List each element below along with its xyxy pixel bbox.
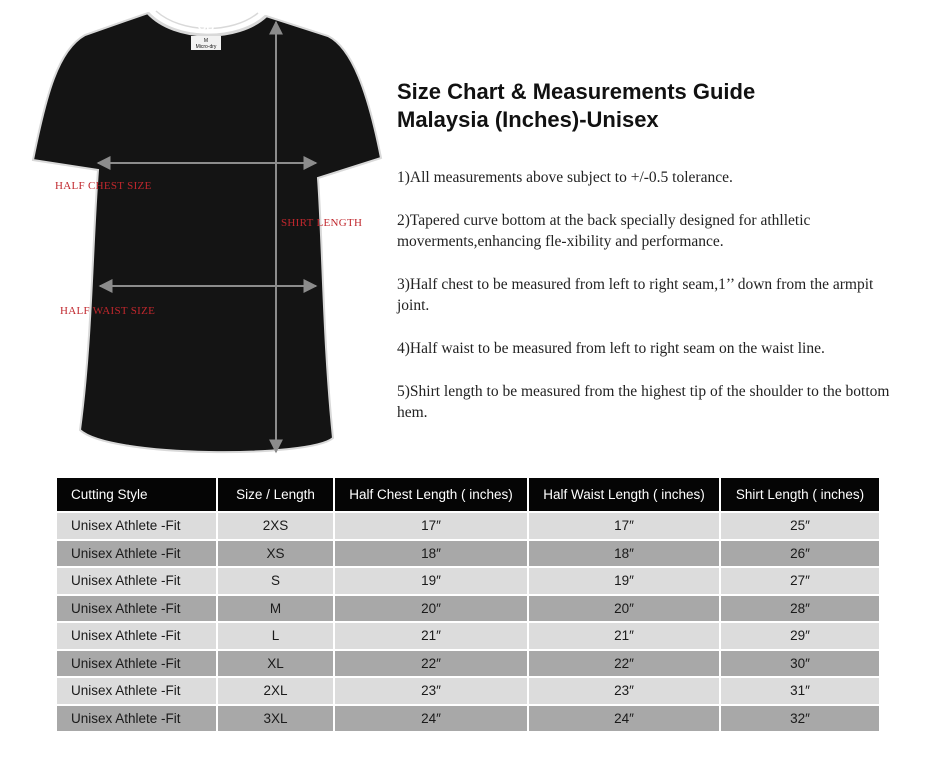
header-cutting-style: Cutting Style xyxy=(57,478,217,512)
cell-half-waist: 17″ xyxy=(528,512,720,540)
cell-cutting-style: Unisex Athlete -Fit xyxy=(57,622,217,650)
cell-size: XL xyxy=(217,650,334,678)
half-waist-size-label: HALF WAIST SIZE xyxy=(60,305,156,317)
cell-half-waist: 20″ xyxy=(528,595,720,623)
cell-cutting-style: Unisex Athlete -Fit xyxy=(57,540,217,568)
tshirt-tag-logo: GB xyxy=(197,21,215,33)
cell-half-waist: 21″ xyxy=(528,622,720,650)
cell-shirt-length: 30″ xyxy=(720,650,879,678)
cell-shirt-length: 25″ xyxy=(720,512,879,540)
cell-half-chest: 21″ xyxy=(334,622,528,650)
cell-half-chest: 24″ xyxy=(334,705,528,732)
cell-size: M xyxy=(217,595,334,623)
cell-size: 2XL xyxy=(217,677,334,705)
table-row xyxy=(57,540,879,568)
cell-half-chest: 20″ xyxy=(334,595,528,623)
cell-shirt-length: 32″ xyxy=(720,705,879,732)
cell-cutting-style: Unisex Athlete -Fit xyxy=(57,650,217,678)
tshirt-tag-brand: Micro-dry xyxy=(195,44,217,50)
half-chest-size-label: HALF CHEST SIZE xyxy=(55,180,152,192)
cell-shirt-length: 27″ xyxy=(720,567,879,595)
cell-cutting-style: Unisex Athlete -Fit xyxy=(57,512,217,540)
tshirt-illustration xyxy=(0,0,400,470)
guide-title-line1: Size Chart & Measurements Guide xyxy=(397,79,756,104)
table-row xyxy=(57,595,879,623)
measurement-notes xyxy=(397,167,907,445)
cell-shirt-length: 26″ xyxy=(720,540,879,568)
cell-half-waist: 22″ xyxy=(528,650,720,678)
guide-title xyxy=(397,78,917,134)
table-row xyxy=(57,622,879,650)
cell-half-chest: 18″ xyxy=(334,540,528,568)
cell-half-chest: 22″ xyxy=(334,650,528,678)
cell-half-waist: 19″ xyxy=(528,567,720,595)
cell-shirt-length: 31″ xyxy=(720,677,879,705)
cell-half-chest: 23″ xyxy=(334,677,528,705)
table-row xyxy=(57,650,879,678)
cell-half-waist: 18″ xyxy=(528,540,720,568)
cell-half-chest: 17″ xyxy=(334,512,528,540)
table-header-row xyxy=(57,478,879,512)
tshirt-tag-size: M xyxy=(203,38,209,44)
shirt-length-label: SHIRT LENGTH xyxy=(281,217,363,229)
cell-size: S xyxy=(217,567,334,595)
note-item: 3)Half chest to be measured from left to right seam,1’’ down from the armpit joint. xyxy=(397,276,874,314)
note-item: 4)Half waist to be measured from left to right seam on the waist line. xyxy=(397,340,825,357)
header-half-chest: Half Chest Length ( inches) xyxy=(334,478,528,512)
header-size-length: Size / Length xyxy=(217,478,334,512)
size-chart-table xyxy=(57,478,879,731)
table-row xyxy=(57,567,879,595)
guide-title-line2: Malaysia (Inches)-Unisex xyxy=(397,107,659,132)
tshirt-body xyxy=(33,13,381,452)
cell-half-waist: 23″ xyxy=(528,677,720,705)
table-row xyxy=(57,677,879,705)
cell-shirt-length: 29″ xyxy=(720,622,879,650)
header-shirt-length: Shirt Length ( inches) xyxy=(720,478,879,512)
cell-size: 3XL xyxy=(217,705,334,732)
note-item: 1)All measurements above subject to +/-0.5 tolerance. xyxy=(397,169,733,186)
cell-cutting-style: Unisex Athlete -Fit xyxy=(57,595,217,623)
cell-size: XS xyxy=(217,540,334,568)
cell-size: L xyxy=(217,622,334,650)
table-row xyxy=(57,512,879,540)
cell-cutting-style: Unisex Athlete -Fit xyxy=(57,677,217,705)
header-half-waist: Half Waist Length ( inches) xyxy=(528,478,720,512)
cell-shirt-length: 28″ xyxy=(720,595,879,623)
cell-half-waist: 24″ xyxy=(528,705,720,732)
cell-half-chest: 19″ xyxy=(334,567,528,595)
cell-size: 2XS xyxy=(217,512,334,540)
cell-cutting-style: Unisex Athlete -Fit xyxy=(57,705,217,732)
note-item: 5)Shirt length to be measured from the highest tip of the shoulder to the bottom hem. xyxy=(397,383,890,421)
table-row xyxy=(57,705,879,732)
note-item: 2)Tapered curve bottom at the back specially designed for athlletic moverments,enhancing fle-xibility and performance. xyxy=(397,212,811,250)
cell-cutting-style: Unisex Athlete -Fit xyxy=(57,567,217,595)
